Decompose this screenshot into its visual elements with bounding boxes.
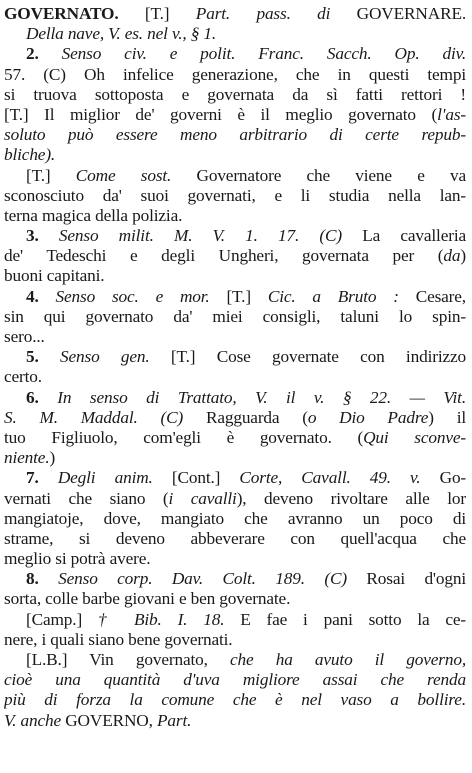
text-line: V. anche GOVERNO, Part. (4, 710, 192, 730)
sense-label: Degli anim. (57, 468, 153, 488)
sense-7-line: 7. Degli anim. [Cont.] Corte, Cavall. 49. v. Go- (26, 468, 466, 488)
sense-number: 8. (26, 569, 39, 589)
text-line: soluto può essere meno arbitrario di certe repub- (4, 125, 466, 145)
sense-label: Senso soc. e mor. (55, 286, 210, 306)
cross-reference: GOVERNO, (65, 710, 153, 730)
text-line: sin qui governato da' miei consigli, taluni lo spin- (4, 306, 466, 326)
text-line: tuo Figliuolo, com'egli è governato. (Qui sconve- (4, 427, 466, 447)
definition: Part. pass. di (195, 4, 331, 23)
text-line: [T.] Come sost. Governatore che viene e va (26, 165, 466, 185)
source-tag: [T.] (170, 347, 196, 367)
source-tag: [L.B.] (26, 650, 68, 669)
text-line: niente.) (4, 448, 56, 468)
source-tag: [Cont.] (171, 468, 221, 488)
sense-label: Senso corp. Dav. Colt. 189. (C) (58, 569, 347, 589)
source-tag: [T.] (26, 165, 51, 185)
sense-1-line (4, 24, 466, 44)
sense-label: Senso gen. (60, 347, 150, 367)
sense-number: 7. (26, 468, 39, 488)
text-line: vernati che siano (i cavalli), deveno rivoltare alle lor (4, 488, 466, 508)
sense-number: 5. (26, 347, 39, 367)
text-line: S. M. Maddal. (C) Ragguarda (o Dio Padre) il (4, 407, 466, 427)
text-line: cioè una quantità d'uva migliore assai che renda (4, 670, 466, 690)
sense-label: Senso milit. M. V. 1. 17. (C) (58, 226, 342, 246)
sense-number: 2. (26, 44, 39, 64)
text-line: [L.B.] Vin governato, che ha avuto il governo, (26, 650, 466, 669)
dictionary-entry (4, 4, 466, 731)
text-line: 57. (C) Oh infelice generazione, che in questi tempi (4, 64, 466, 84)
text-line: terna magica della polizia. (4, 205, 183, 225)
text-line: si truova sottoposta e governata da sì fatti rettori ! (4, 84, 466, 104)
text-line: [Camp.] † Bib. I. 18. E fae i pani sotto la ce- (26, 609, 466, 629)
sense-4-line: 4. Senso soc. e mor. [T.] Cic. a Bruto : Cesare, (26, 286, 466, 306)
source-tag: [T.] (226, 286, 251, 306)
text-line: più di forza la comune che è nel vaso a bollire. (4, 690, 466, 710)
sense-8-line: 8. Senso corp. Dav. Colt. 189. (C) Rosai d'ogni (26, 569, 466, 589)
text-line: sorta, colle barbe giovani e ben governate. (4, 589, 291, 609)
source-tag: [T.] (144, 4, 170, 23)
sense-number: 6. (26, 387, 39, 407)
sense-number: 3. (26, 226, 39, 246)
sense-number: 4. (26, 286, 39, 306)
cross-reference: GOVERNARE. (356, 4, 466, 23)
sense-label: Senso civ. e polit. Franc. Sacch. Op. div. (61, 44, 466, 64)
headword-line (4, 4, 466, 24)
text-line: mangiatoje, dove, mangiato che avranno un poco di (4, 508, 466, 528)
text-line: sero... (4, 327, 45, 346)
text-line: de' Tedeschi e degli Ungheri, governata per (da) (4, 246, 466, 266)
sense-6-line (4, 388, 466, 408)
text-line: nere, i quali siano bene governati. (4, 629, 233, 649)
text-line: meglio si potrà avere. (4, 549, 151, 569)
text-line: [T.] Il miglior de' governi è il meglio governato (l'as- (4, 104, 466, 124)
source-tag: [Camp.] (26, 609, 83, 629)
text-line: strame, si deveno abbeverare con quell'acqua che (4, 528, 466, 548)
text-line: bliche). (4, 145, 56, 165)
sense-label: In senso di Trattato, V. il v. § 22. — Vit. (57, 387, 466, 407)
headword: GOVERNATO. (4, 4, 119, 23)
text-line: sconosciuto da' suoi governati, e li studia nella lan- (4, 185, 466, 205)
text-line: buoni capitani. (4, 266, 105, 286)
sense-3-line: 3. Senso milit. M. V. 1. 17. (C) La cavalleria (26, 226, 466, 246)
sense-2-line (4, 44, 466, 64)
sense-5-line: 5. Senso gen. [T.] Cose governate con indirizzo (26, 347, 466, 367)
sense-1-text: Della nave, V. es. nel v., § 1. (26, 24, 217, 44)
text-line: certo. (4, 367, 42, 387)
